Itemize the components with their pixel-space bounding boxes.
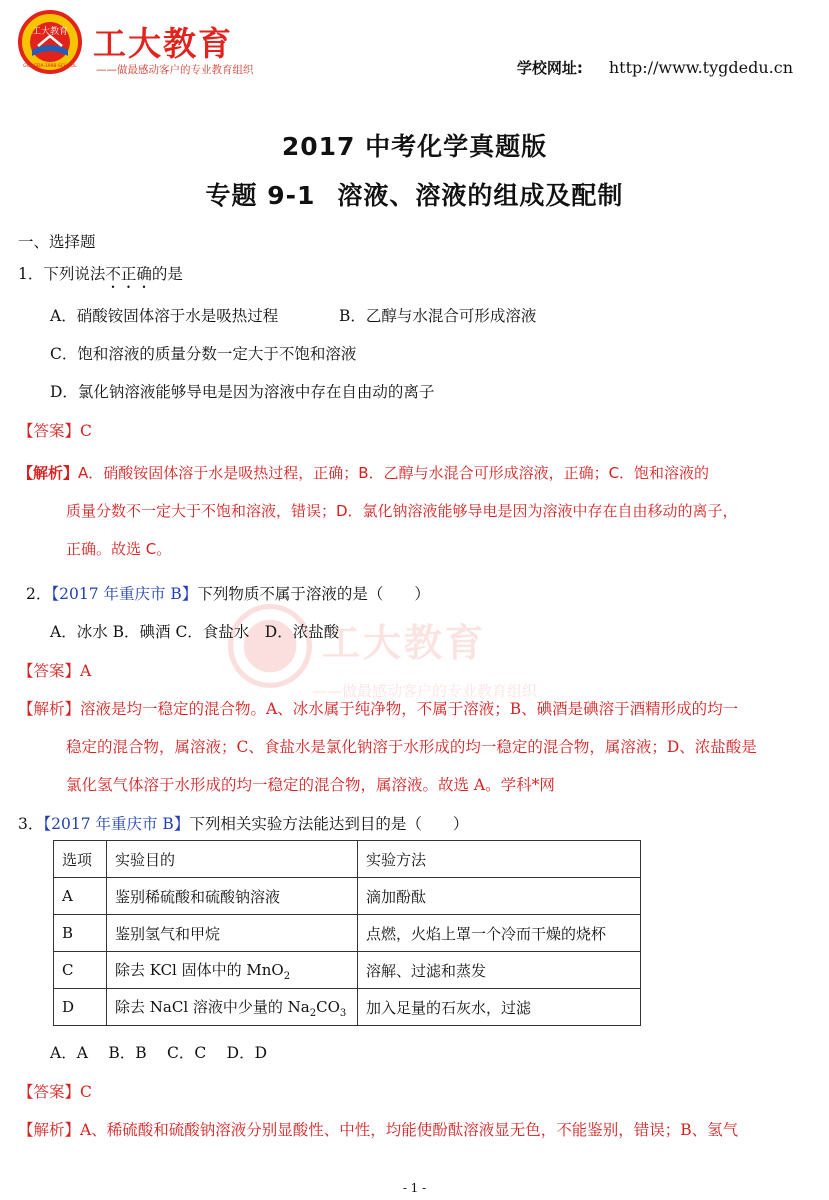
table-cell: 滴加酚酞 xyxy=(358,878,641,915)
q1-answer: 【答案】C xyxy=(18,422,92,440)
q2-analysis-line-1: 【解析】溶液是均一稳定的混合物。A、冰水属于纯净物，不属于溶液；B、碘酒是碘溶于酒精形成的均一 xyxy=(18,700,739,718)
brand-slogan: ——做最感动客户的专业教育组织 xyxy=(96,64,254,76)
q1-option-a: A．硝酸铵固体溶于水是吸热过程 xyxy=(50,307,279,325)
q2-source: 【2017 年重庆市 B】 xyxy=(51,585,198,603)
school-url-label: 学校网址: xyxy=(516,59,583,77)
table-row xyxy=(54,952,641,989)
logo-seal-icon xyxy=(18,10,82,74)
table-cell: 除去 KCl 固体中的 MnO$_2$ xyxy=(107,952,358,989)
logo-seal-text: 工大教育 xyxy=(31,27,69,37)
table-cell: B xyxy=(54,915,107,952)
q1-analysis-line-1: 【解析】A．硝酸铵固体溶于水是吸热过程，正确；B．乙醇与水混合可形成溶液，正确；C．饱和溶液的 xyxy=(18,464,710,482)
table-cell: D xyxy=(54,989,107,1026)
document-title: 2017 中考化学真题版 xyxy=(281,132,548,161)
experiment-table xyxy=(53,840,641,1026)
table-header: 实验方法 xyxy=(358,841,641,878)
emphasis-not-correct: 不正确 xyxy=(105,265,152,283)
table-cell: C xyxy=(54,952,107,989)
watermark-title: 工大教育 xyxy=(322,621,487,665)
table-row xyxy=(54,915,641,952)
school-url xyxy=(517,57,793,78)
q3-source: 【2017 年重庆市 B】 xyxy=(43,815,190,833)
document-subtitle xyxy=(0,176,829,212)
table-cell: 鉴别稀硫酸和硫酸钠溶液 xyxy=(107,878,358,915)
q1-analysis-line-2: 质量分数不一定大于不饱和溶液，错误；D．氯化钠溶液能够导电是因为溶液中存在自由移动的离子， xyxy=(66,502,738,520)
table-header: 选项 xyxy=(54,841,107,878)
q2-options: A．冰水 B．碘酒 C．食盐水 D．浓盐酸 xyxy=(50,623,340,641)
watermark-slogan: ——做最感动客户的专业教育组织 xyxy=(312,682,538,700)
topic-number: 专题 9-1 xyxy=(205,181,316,210)
brand-name: 工大教育 xyxy=(93,24,233,63)
school-url-link[interactable]: http://www.tygdedu.cn xyxy=(608,58,793,77)
table-header: 实验目的 xyxy=(107,841,358,878)
q2-analysis-line-3: 氯化氢气体溶于水形成的均一稳定的混合物，属溶液。故选 A。学科*网 xyxy=(66,776,555,794)
q3-stem: 3．【2017 年重庆市 B】下列相关实验方法能达到目的是（ ） xyxy=(18,815,469,833)
q1-analysis-line-3: 正确。故选 C。 xyxy=(66,540,172,558)
table-row xyxy=(54,989,641,1026)
table-cell: 除去 NaCl 溶液中少量的 $Na_2CO_3$ xyxy=(107,989,358,1026)
q2-analysis-line-2: 稳定的混合物，属溶液；C、食盐水是氯化钠溶于水形成的均一稳定的混合物，属溶液；D、浓盐酸是 xyxy=(66,738,757,756)
q1-option-d: D．氯化钠溶液能够导电是因为溶液中存在自由动的离子 xyxy=(50,383,435,401)
logo-seal-ring: GONGDA·1998·SCHOOL xyxy=(23,64,77,69)
section-heading: 一、选择题 xyxy=(18,233,96,251)
table-cell: 加入足量的石灰水，过滤 xyxy=(358,989,641,1026)
table-cell: 溶解、过滤和蒸发 xyxy=(358,952,641,989)
q2-stem: 2．【2017 年重庆市 B】下列物质不属于溶液的是（ ） xyxy=(26,585,430,603)
q3-answer: 【答案】C xyxy=(18,1083,92,1101)
topic-name: 溶液、溶液的组成及配制 xyxy=(337,181,624,210)
table-cell: A xyxy=(54,878,107,915)
watermark-seal-icon xyxy=(228,604,312,688)
q3-options: A．A B．B C．C D．D xyxy=(50,1044,268,1062)
table-cell: 点燃，火焰上罩一个冷而干燥的烧杯 xyxy=(358,915,641,952)
page-number: - 1 - xyxy=(402,1181,427,1195)
table-cell: 鉴别氢气和甲烷 xyxy=(107,915,358,952)
q1-option-b: B．乙醇与水混合可形成溶液 xyxy=(339,307,537,325)
q2-answer: 【答案】A xyxy=(18,662,92,680)
q1-stem: 1．下列说法不正确的是 xyxy=(18,265,183,283)
q3-analysis-line-1: 【解析】A、稀硫酸和硫酸钠溶液分别显酸性、中性，均能使酚酞溶液显无色，不能鉴别，错误；B、氢气 xyxy=(18,1121,739,1139)
table-header-row xyxy=(54,841,641,878)
q1-option-c: C．饱和溶液的质量分数一定大于不饱和溶液 xyxy=(50,345,357,363)
table-row xyxy=(54,878,641,915)
